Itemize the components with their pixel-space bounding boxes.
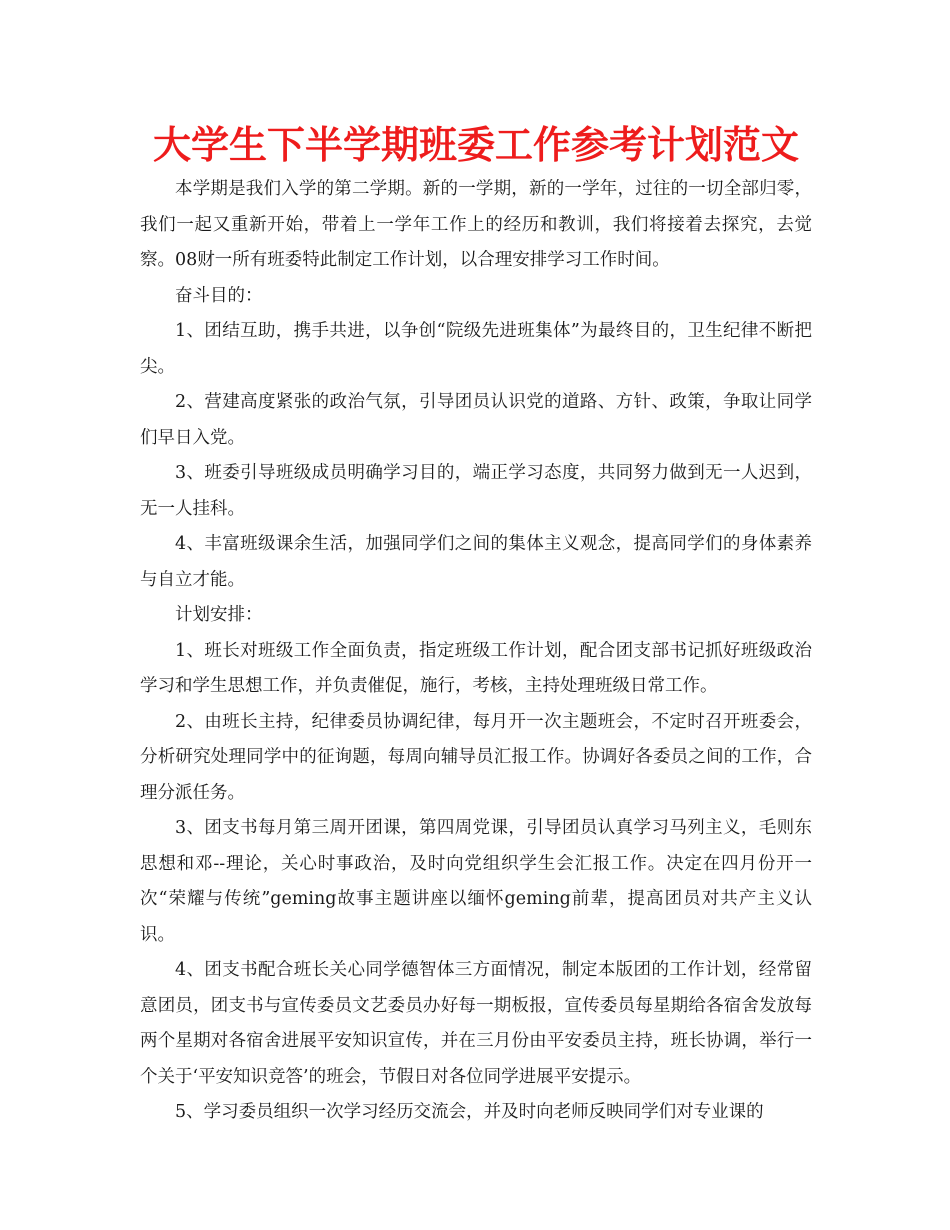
plan-item-3: 3、团支书每月第三周开团课，第四周党课，引导团员认真学习马列主义，毛则东思想和邓--理论，关心时事政治，及时向党组织学生会汇报工作。决定在四月份开一次“荣耀与传统”geming故事主题讲座以缅怀geming前辈，提高团员对共产主义认识。 [140,818,812,945]
plan-item-2: 2、由班长主持，纪律委员协调纪律，每月开一次主题班会，不定时召开班委会，分析研究处理同学中的征询题，每周向辅导员汇报工作。协调好各委员之间的工作，合理分派任务。 [140,711,812,803]
document-title: 大学生下半学期班委工作参考计划范文 [152,123,799,167]
document-page [140,118,812,1131]
goal-item-4: 4、丰富班级课余生活，加强同学们之间的集体主义观念，提高同学们的身体素养与自立才能。 [140,534,812,590]
section-heading-goals: 奋斗目的： [175,285,263,306]
goal-item-3: 3、班委引导班级成员明确学习目的，端正学习态度，共同努力做到无一人迟到，无一人挂科。 [140,463,812,519]
plan-item-4: 4、团支书配合班长关心同学德智体三方面情况，制定本版团的工作计划，经常留意团员，团支书与宣传委员文艺委员办好每一期板报，宣传委员每星期给各宿舍发放每两个星期对各宿舍进展平安知识宣传，并在三月份由平安委员主持，班长协调，举行一个关于‘平安知识竞答’的班会，节假日对各位同学进展平安提示。 [140,960,812,1087]
goal-item-2: 2、营建高度紧张的政治气氛，引导团员认识党的道路、方针、政策，争取让同学们早日入党。 [140,392,812,448]
goal-item-1: 1、团结互助，携手共进，以争创“院级先进班集体”为最终目的，卫生纪律不断把尖。 [140,321,812,377]
intro-paragraph: 本学期是我们入学的第二学期。新的一学期，新的一学年，过往的一切全部归零，我们一起又重新开始，带着上一学年工作上的经历和教训，我们将接着去探究，去觉察。08财一所有班委特此制定工作计划，以合理安排学习工作时间。 [140,179,812,270]
section-heading-plan: 计划安排： [175,605,263,625]
plan-item-1: 1、班长对班级工作全面负责，指定班级工作计划，配合团支部书记抓好班级政治学习和学生思想工作，并负责催促，施行，考核，主持处理班级日常工作。 [140,640,812,696]
plan-item-5: 5、学习委员组织一次学习经历交流会，并及时向老师反映同学们对专业课的 [175,1102,764,1122]
document-body [140,172,812,1131]
